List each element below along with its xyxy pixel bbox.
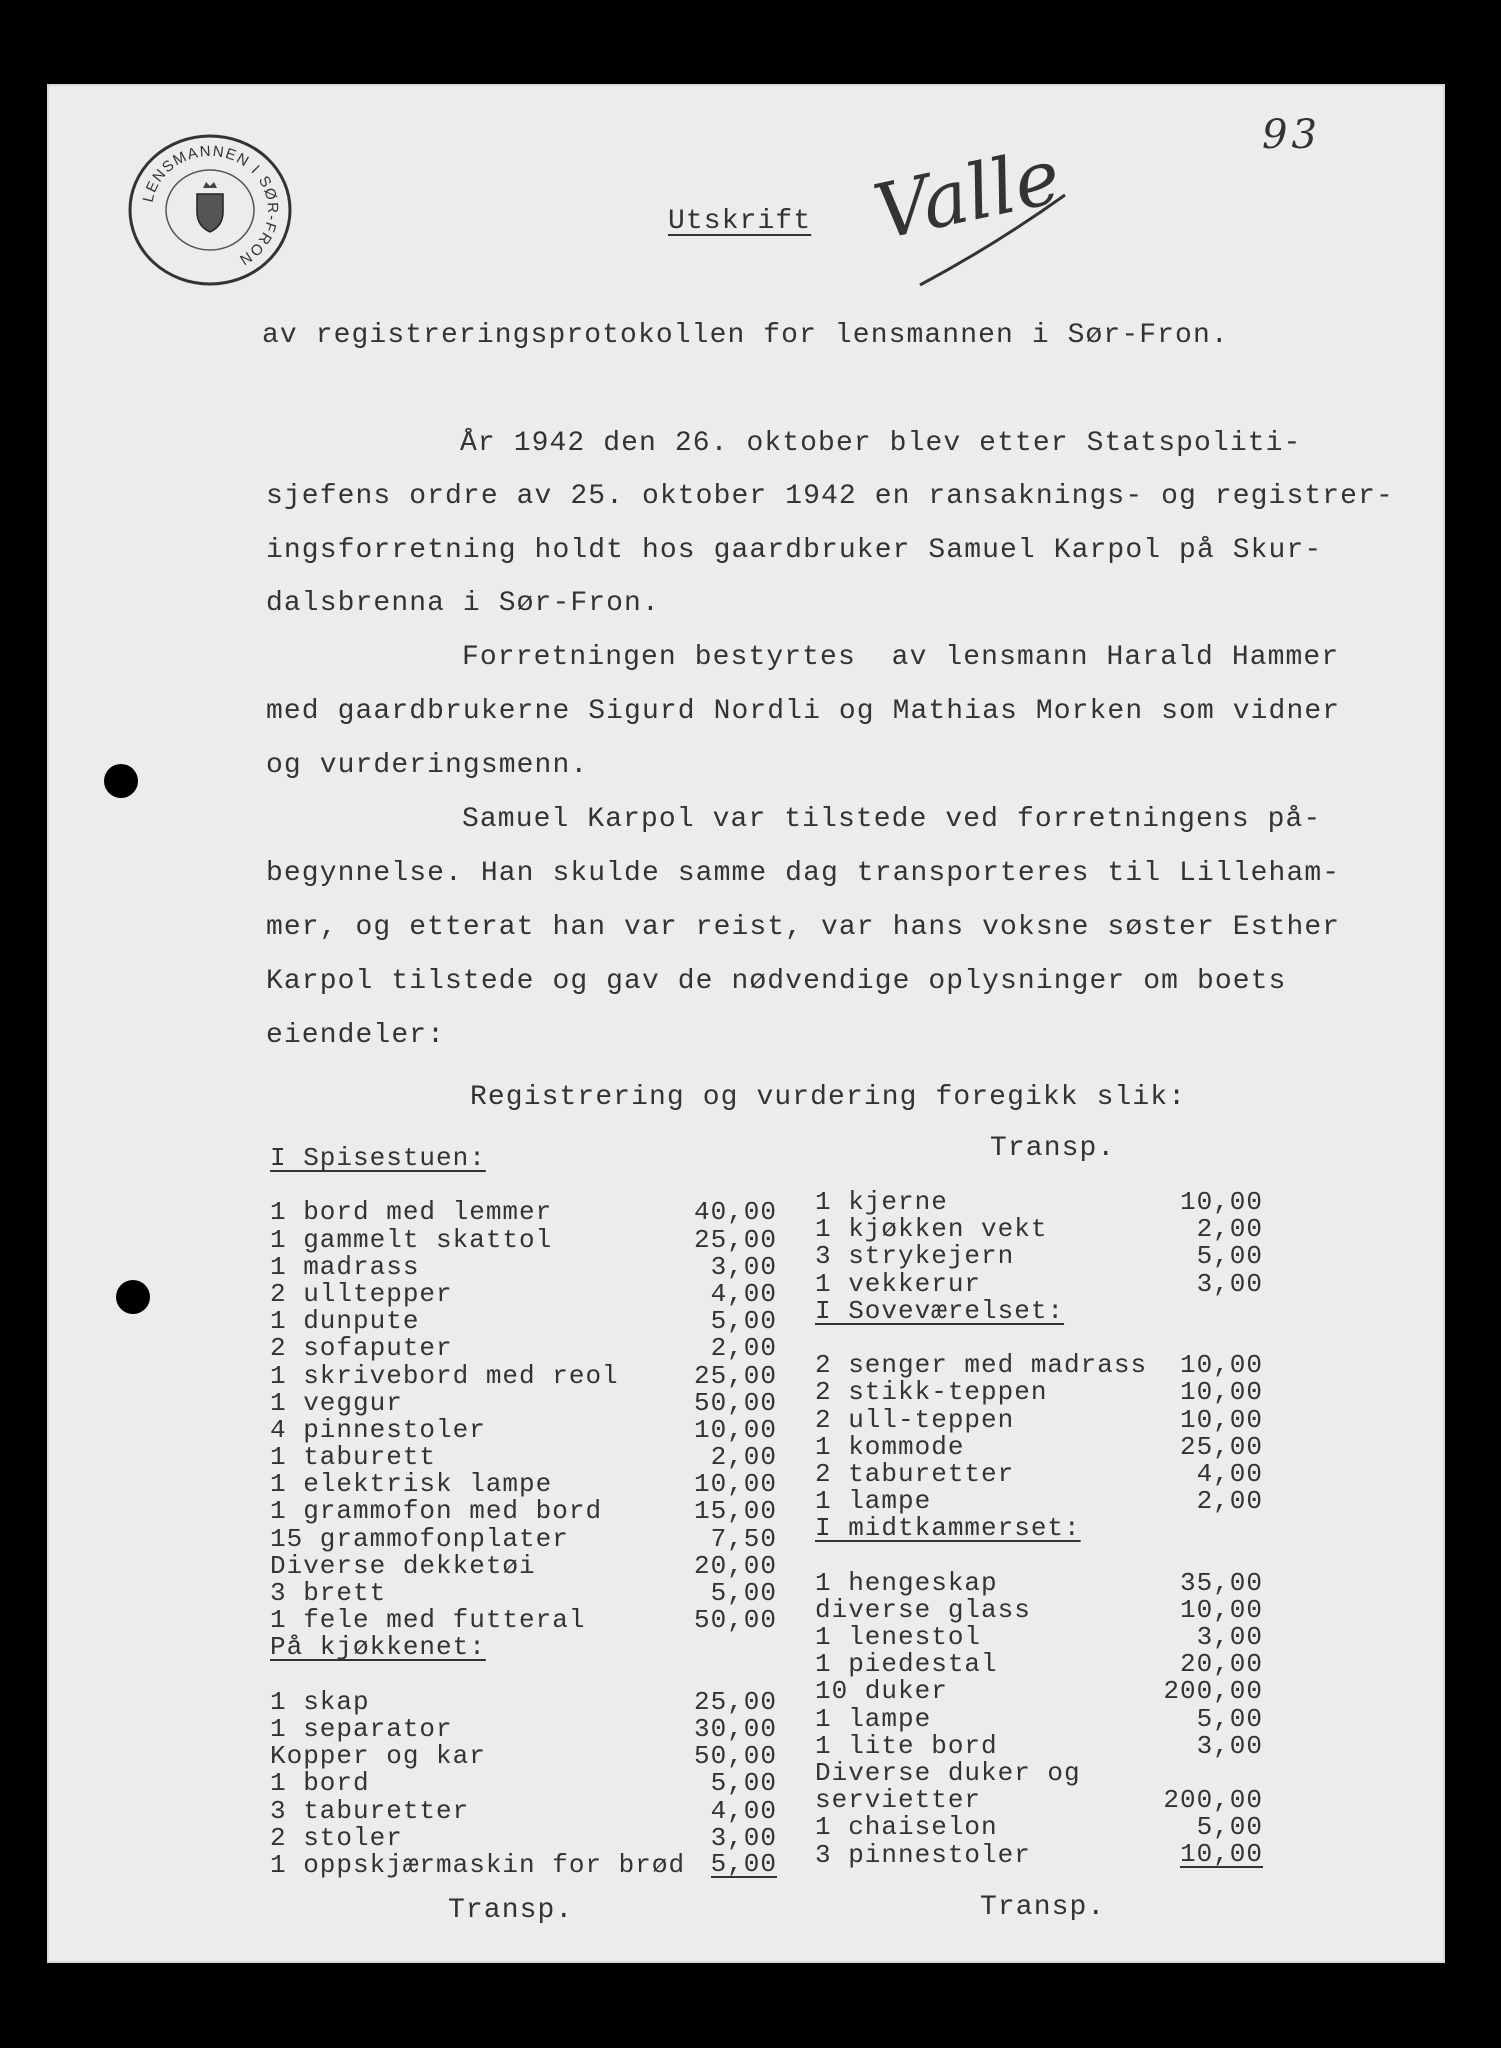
item-description: 1 bord med lemmer: [270, 1197, 553, 1228]
inventory-row: [270, 1414, 777, 1445]
inventory-row: [270, 1822, 777, 1853]
item-description: 1 grammofon med bord: [270, 1496, 603, 1527]
transp-label-bottom-left: Transp.: [448, 1895, 574, 1926]
item-description: 1 dunpute: [270, 1306, 420, 1337]
inventory-row: [270, 1686, 777, 1717]
item-description: 1 oppskjærmaskin for brød: [270, 1849, 686, 1880]
inventory-left-column: [270, 1145, 777, 1879]
item-amount: 10,00: [1179, 1350, 1263, 1381]
item-description: 10 duker: [815, 1676, 948, 1707]
item-description: 1 separator: [270, 1713, 453, 1744]
official-stamp: [125, 132, 295, 288]
inventory-row: [815, 1352, 1263, 1379]
item-amount: 3,00: [710, 1822, 777, 1853]
blank-row: [270, 1172, 777, 1199]
inventory-row: [270, 1471, 777, 1498]
inventory-row: [270, 1580, 777, 1607]
inventory-row: [815, 1624, 1263, 1651]
inventory-row: [815, 1730, 1263, 1761]
item-amount: 25,00: [693, 1224, 777, 1255]
inventory-row: [270, 1251, 777, 1282]
item-amount: 25,00: [1179, 1431, 1263, 1462]
item-description: 3 taburetter: [270, 1795, 470, 1826]
item-description: Diverse dekketøi: [270, 1550, 536, 1581]
item-amount: 20,00: [1179, 1649, 1263, 1680]
inventory-row: [270, 1550, 777, 1581]
inventory-row: [270, 1308, 777, 1335]
item-description: 1 skap: [270, 1686, 370, 1717]
item-amount: 10,00: [693, 1469, 777, 1500]
inventory-row: [270, 1523, 777, 1554]
inventory-row: [270, 1224, 777, 1255]
item-amount: 5,00: [710, 1848, 777, 1879]
item-amount: 5,00: [1196, 1241, 1263, 1272]
inventory-row: [270, 1770, 777, 1797]
text-line: År 1942 den 26. oktober blev etter Statspoliti-: [460, 428, 1302, 459]
item-amount: 4,00: [1196, 1458, 1263, 1489]
inventory-row: [815, 1678, 1263, 1705]
item-description: Kopper og kar: [270, 1741, 486, 1772]
text-line: Karpol tilstede og gav de nødvendige oplysninger om boets: [266, 966, 1287, 997]
item-amount: 50,00: [693, 1387, 777, 1418]
item-amount: 25,00: [693, 1686, 777, 1717]
item-amount: 4,00: [710, 1795, 777, 1826]
inventory-row: [815, 1404, 1263, 1435]
item-amount: 5,00: [1196, 1812, 1263, 1843]
item-description: 15 grammofonplater: [270, 1523, 569, 1554]
inventory-row: [815, 1567, 1263, 1598]
item-amount: 20,00: [693, 1550, 777, 1581]
item-description: 1 madrass: [270, 1251, 420, 1282]
item-description: 2 sofaputer: [270, 1333, 453, 1364]
inventory-row: [270, 1713, 777, 1744]
item-amount: 7,50: [710, 1523, 777, 1554]
item-amount: 4,00: [710, 1278, 777, 1309]
text-line: mer, og etterat han var reist, var hans voksne søster Esther: [266, 912, 1341, 943]
text-line: dalsbrenna i Sør-Fron.: [266, 588, 660, 619]
section-header: [270, 1145, 777, 1172]
item-amount: 30,00: [693, 1713, 777, 1744]
page-number: 93: [1262, 112, 1321, 158]
item-description: 2 ulltepper: [270, 1278, 453, 1309]
item-description: 2 senger med madrass: [815, 1350, 1148, 1381]
inventory-row: [270, 1387, 777, 1418]
handwritten-underline: [915, 185, 1075, 295]
item-amount: 10,00: [1179, 1594, 1263, 1625]
inventory-row: [270, 1278, 777, 1309]
inventory-row: [815, 1431, 1263, 1462]
inventory-right-column: [815, 1189, 1263, 1869]
item-amount: 25,00: [693, 1360, 777, 1391]
transp-label-bottom-right: Transp.: [980, 1892, 1106, 1923]
text-line: og vurderingsmenn.: [266, 750, 589, 781]
inventory-row: [270, 1199, 777, 1226]
item-description: 1 hengeskap: [815, 1567, 998, 1598]
inventory-row: [815, 1787, 1263, 1814]
item-amount: 40,00: [693, 1197, 777, 1228]
section-header: [815, 1515, 1263, 1542]
item-description: 1 lampe: [815, 1703, 932, 1734]
item-description: 1 gammelt skattol: [270, 1224, 553, 1255]
item-description: 1 vekkerur: [815, 1268, 982, 1299]
item-amount: 5,00: [710, 1768, 777, 1799]
item-description: 1 bord: [270, 1768, 370, 1799]
item-amount: 200,00: [1163, 1785, 1263, 1816]
item-description: 2 stikk-teppen: [815, 1377, 1048, 1408]
inventory-row: [270, 1743, 777, 1770]
item-description: 1 kjerne: [815, 1187, 948, 1217]
inventory-row: [815, 1651, 1263, 1678]
item-amount: 200,00: [1163, 1676, 1263, 1707]
item-amount: 10,00: [1179, 1187, 1263, 1217]
item-description: 1 kjøkken vekt: [815, 1214, 1048, 1245]
item-description: 2 stoler: [270, 1822, 403, 1853]
item-description: 1 lite bord: [815, 1730, 998, 1761]
inventory-row: [815, 1757, 1263, 1788]
item-description: diverse glass: [815, 1594, 1031, 1625]
section-title: I midtkammerset:: [815, 1513, 1081, 1544]
svg-text:LENSMANNEN I SØR-FRON: LENSMANNEN I SØR-FRON: [139, 142, 282, 269]
document-title: Utskrift: [668, 206, 812, 237]
blank-row: [815, 1542, 1263, 1569]
item-amount: 10,00: [1179, 1404, 1263, 1435]
item-description: 1 taburett: [270, 1442, 437, 1473]
item-amount: 2,00: [1196, 1486, 1263, 1517]
text-line: sjefens ordre av 25. oktober 1942 en ransaknings- og registrer-: [266, 481, 1394, 512]
blank-row: [815, 1325, 1263, 1352]
item-description: servietter: [815, 1785, 982, 1816]
item-amount: 5,00: [710, 1306, 777, 1337]
inventory-row: [270, 1795, 777, 1826]
inventory-row: [815, 1458, 1263, 1489]
handwritten-note: Valle: [866, 131, 1068, 257]
document-subtitle: av registreringsprotokollen for lensmannen i Sør-Fron.: [262, 320, 1229, 351]
binder-hole-lower: [116, 1280, 150, 1314]
section-title: I Spisestuen:: [270, 1143, 486, 1173]
inventory-row: [270, 1498, 777, 1525]
inventory-row: [270, 1607, 777, 1634]
item-description: 4 pinnestoler: [270, 1414, 486, 1445]
item-amount: 50,00: [693, 1605, 777, 1636]
text-line: eiendeler:: [266, 1020, 446, 1051]
item-description: 1 piedestal: [815, 1649, 998, 1680]
item-amount: 2,00: [710, 1333, 777, 1364]
inventory-row: [815, 1814, 1263, 1841]
section-title: I Soveværelset:: [815, 1295, 1065, 1326]
item-amount: 5,00: [710, 1578, 777, 1608]
inventory-row: [815, 1268, 1263, 1299]
inventory-row: [815, 1379, 1263, 1406]
item-amount: 3,00: [1196, 1730, 1263, 1761]
item-amount: 15,00: [693, 1496, 777, 1527]
section-header: [815, 1295, 1263, 1326]
item-amount: 5,00: [1196, 1703, 1263, 1734]
section-title: På kjøkkenet:: [270, 1632, 486, 1663]
text-line: med gaardbrukerne Sigurd Nordli og Mathias Morken som vidner: [266, 696, 1341, 727]
item-description: 1 kommode: [815, 1431, 965, 1462]
item-description: 1 lampe: [815, 1486, 932, 1517]
section-header: [270, 1634, 777, 1661]
item-description: 2 taburetter: [815, 1458, 1015, 1489]
item-description: Diverse duker og: [815, 1757, 1081, 1788]
item-description: 3 pinnestoler: [815, 1839, 1031, 1870]
item-amount: 10,00: [693, 1414, 777, 1445]
item-amount: 2,00: [1196, 1214, 1263, 1245]
item-description: 1 lenestol: [815, 1622, 982, 1652]
text-line: begynnelse. Han skulde samme dag transporteres til Lilleham-: [266, 858, 1341, 889]
inventory-row: [815, 1243, 1263, 1270]
inventory-row: [815, 1488, 1263, 1515]
item-amount: 35,00: [1179, 1567, 1263, 1598]
inventory-row: [270, 1848, 777, 1880]
item-amount: 50,00: [693, 1741, 777, 1772]
list-intro: Registrering og vurdering foregikk slik:: [470, 1082, 1187, 1113]
item-amount: 2,00: [710, 1442, 777, 1473]
text-line: Samuel Karpol var tilstede ved forretningens på-: [462, 804, 1322, 835]
text-line: Forretningen bestyrtes av lensmann Harald Hammer: [462, 642, 1340, 673]
item-description: 3 strykejern: [815, 1241, 1015, 1272]
inventory-row: [270, 1444, 777, 1471]
inventory-row: [815, 1838, 1263, 1870]
inventory-row: [815, 1189, 1263, 1216]
inventory-row: [270, 1360, 777, 1391]
inventory-row: [815, 1703, 1263, 1734]
item-description: 1 elektrisk lampe: [270, 1469, 553, 1500]
inventory-row: [815, 1216, 1263, 1243]
item-description: 1 chaiselon: [815, 1812, 998, 1843]
item-description: 3 brett: [270, 1578, 387, 1608]
inventory-row: [815, 1594, 1263, 1625]
item-amount: 3,00: [1196, 1622, 1263, 1652]
item-amount: 3,00: [1196, 1268, 1263, 1299]
item-amount: 10,00: [1179, 1377, 1263, 1408]
inventory-row: [270, 1335, 777, 1362]
blank-row: [270, 1662, 777, 1689]
item-amount: 10,00: [1179, 1838, 1263, 1869]
item-description: 2 ull-teppen: [815, 1404, 1015, 1435]
item-description: 1 skrivebord med reol: [270, 1360, 619, 1391]
text-line: ingsforretning holdt hos gaardbruker Samuel Karpol på Skur-: [266, 535, 1323, 566]
item-description: 1 fele med futteral: [270, 1605, 586, 1636]
item-amount: 3,00: [710, 1251, 777, 1282]
item-description: 1 veggur: [270, 1387, 403, 1418]
binder-hole-upper: [104, 764, 138, 798]
transp-label-top: Transp.: [990, 1133, 1116, 1164]
